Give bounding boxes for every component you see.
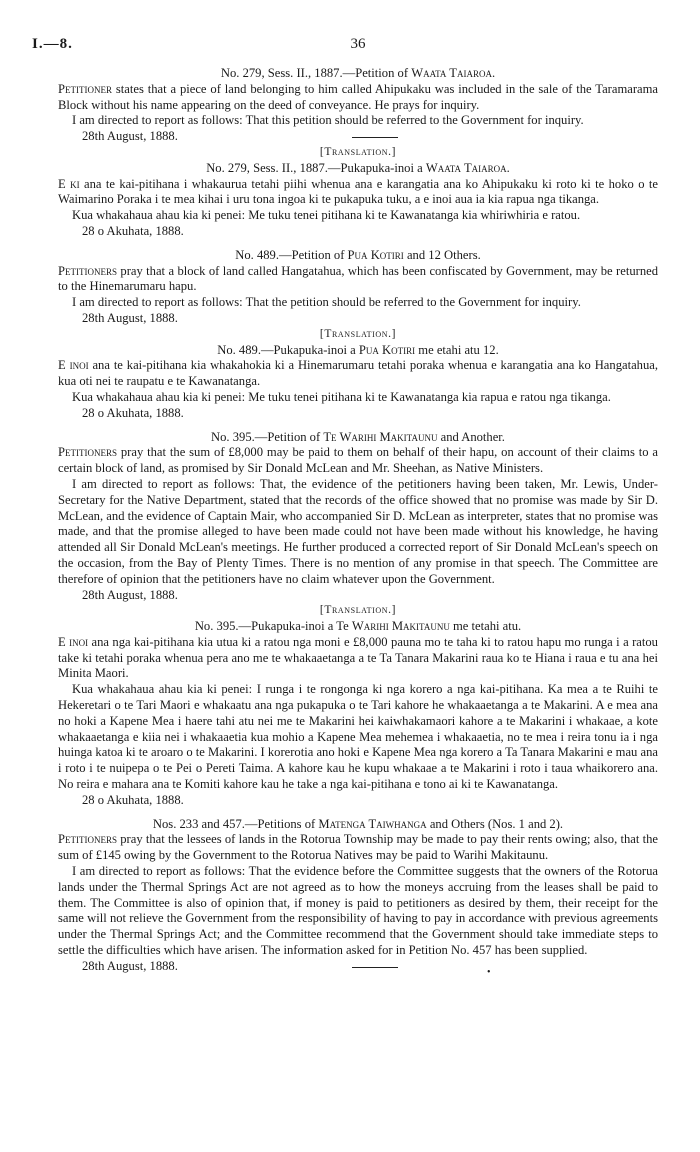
translation-section [58, 603, 658, 808]
report-text: I am directed to report as follows: That this petition should be referred to the Government for inquiry. [72, 113, 584, 128]
petition-section [58, 248, 658, 327]
report-text: I am directed to report as follows: That the petition should be referred to the Government for inquiry. [72, 295, 581, 310]
petition-section [58, 816, 658, 978]
dateline: 28 o Akuhata, 1888. [82, 792, 184, 807]
dateline: 28th August, 1888. • [82, 959, 658, 975]
dateline: 28th August, 1888. [82, 310, 178, 325]
translation-section [58, 327, 658, 422]
document-body [58, 66, 658, 978]
petition-text: E inoi ana nga kai-pitihana kia utua ki a ratou nga moni e £8,000 pauna mo te taha ki to ratou hapu mo runga i a ratou take ki tetahi poraka whenua pera ano me te whakaaetanga a te Ta Tanara Makarini raua ko te Hiana i raua e tu ana hei Minita Maori. [58, 634, 658, 681]
ink-dot: • [487, 966, 491, 978]
petition-text: Petitioners pray that the sum of £8,000 may be paid to them on behalf of their hapu, on account of their claims to a certain block of land, as promised by Sir Donald McLean and Mr. Sheehan, as Native Ministers. [58, 445, 658, 476]
section-title: No. 489.—Petition of Pua Kotiri and 12 Others. [235, 247, 481, 262]
translation-label: [Translation.] [319, 145, 397, 158]
section-title: No. 279, Sess. II., 1887.—Petition of Waata Taiaroa. [220, 66, 496, 80]
dateline: 28 o Akuhata, 1888. [82, 405, 184, 420]
report-text: Kua whakahaua ahau kia ki penei: Me tuku tenei pitihana ki te Kawanatanga kia whiriwhiria e ratou. [72, 208, 581, 223]
petition-text: E ki ana te kai-pitihana i whakaurua tetahi piihi whenua ana e karangatia ana ko Ahipukaku ki roto ki te hoko o te Waimarino Poraka i te mea kihai i uru tona ingoa ki te pukapuka tuku, a e inoi aua ia kia rapua nga tikanga. [58, 176, 658, 207]
section-title: No. 489.—Pukapuka-inoi a Pua Kotiri me etahi atu 12. [217, 342, 499, 357]
petition-section [58, 430, 658, 604]
translation-section [58, 145, 658, 240]
dateline: 28th August, 1888. [82, 129, 658, 145]
report-text: I am directed to report as follows: That the evidence before the Committee suggests that the owners of the Rotorua lands under the Thermal Springs Act are not agreed as to how the moneys accruing from the leases shall be paid to them. The Committee is also of opinion that, if money is paid to petitioners as desired by them, their receipt for the same will not relieve the Government from the responsibility of having to pay in accordance with previous agreements under the Thermal Springs Act; and the Committee recommend that the Government should take immediate steps to settle the difficulties which have arisen. The information asked for in Petition No. 457 has been supplied. [58, 864, 658, 958]
section-title: Nos. 233 and 457.—Petitions of Matenga Taiwhanga and Others (Nos. 1 and 2). [152, 816, 564, 831]
section-title: No. 395.—Pukapuka-inoi a Te Warihi Makitaunu me tetahi atu. [194, 619, 522, 634]
dateline: 28 o Akuhata, 1888. [82, 223, 184, 238]
section-title: No. 395.—Petition of Te Warihi Makitaunu and Another. [211, 429, 505, 444]
section-title: No. 279, Sess. II., 1887.—Pukapuka-inoi a Waata Taiaroa. [206, 160, 510, 175]
paper-reference: I.—8. [32, 36, 73, 52]
report-text: Kua whakahaua ahau kia ki penei: I runga i te rongonga ki nga korero a nga kai-pitihana. Ka mea a te Ruihi te Hekeretari o te Tari Maori e whakaatu ana nga pukapuka o te Tari kahore he whakaaetanga a te Makarini. A e mea ana no hoki a Kapene Mea i haere tahi atu nei me te Makarini hei kaiwhakamaori kahore a te Makarini i whakaae, a kote whakaaetanga e kiia nei i whakaaetia kua mohio a Kapene Mea mehemea i whakaaetia, no te mea i reira tonu ia i nga huinga katoa ki te aroaro o te Makarini. I korerotia ano hoki e Kapene Mea nga korero a Ta Tanara Makarini e mau ana i roto i te nuipepa o te Pei o Pereti Taima. A kahore kau he kupu whakaae a te Makarini i roto i taua whaikorero ana. No reira e mahara ana te Komiti kahore kau he take a nga kai-pitihana e tono ai ki te Kawanatanga. [58, 682, 658, 792]
separator-rule [352, 967, 398, 968]
report-text: Kua whakahaua ahau kia ki penei: Me tuku tenei pitihana ki te Kawanatanga kia rapua e ratou nga tikanga. [72, 389, 611, 404]
translation-label: [Translation.] [319, 604, 397, 617]
petition-text: Petitioners pray that the lessees of lands in the Rotorua Township may be made to pay their rents owing; also, that the sum of £145 owing by the Government to the Rotorua Natives may be paid to Warihi Makitaunu. [58, 832, 658, 863]
petition-text: E inoi ana te kai-pitihana kia whakahokia ki a Hinemarumaru tetahi poraka whenua e karangatia ana ko Hangatahua, kua oti nei te raupatu e te Kawanatanga. [58, 358, 658, 389]
petition-section [58, 66, 658, 145]
petition-text: Petitioner states that a piece of land belonging to him called Ahipukaku was included in the sale of the Taramarama Block without his name appearing on the deed of conveyance. He prays for inquiry. [58, 81, 658, 112]
report-text: I am directed to report as follows: That, the evidence of the petitioners having been taken, Mr. Lewis, Under-Secretary for the Native Department, stated that the records of the office showed that no promise was made by Sir D. McLean, and the evidence of Captain Mair, who accompanied Sir D. McLean as interpreter, states that no promise was made, and that the promise alleged to have been made could not have been made without his knowledge, he having attended all Sir Donald McLean's meetings. He further produced a corrected report of Sir Donald McLean's speech on the occasion, from the Bay of Plenty Times. There is no mention of any promise in that speech. The Committee are therefore of opinion that the petitioners have no claim whatever upon the Government. [58, 476, 658, 586]
dateline: 28th August, 1888. [82, 587, 178, 602]
page-number: 36 [350, 36, 366, 52]
translation-label: [Translation.] [319, 327, 397, 340]
separator-rule [352, 137, 398, 138]
page-header [32, 36, 658, 57]
petition-text: Petitioners pray that a block of land called Hangatahua, which has been confiscated by Government, may be returned to the Hinemarumaru hapu. [58, 263, 658, 294]
